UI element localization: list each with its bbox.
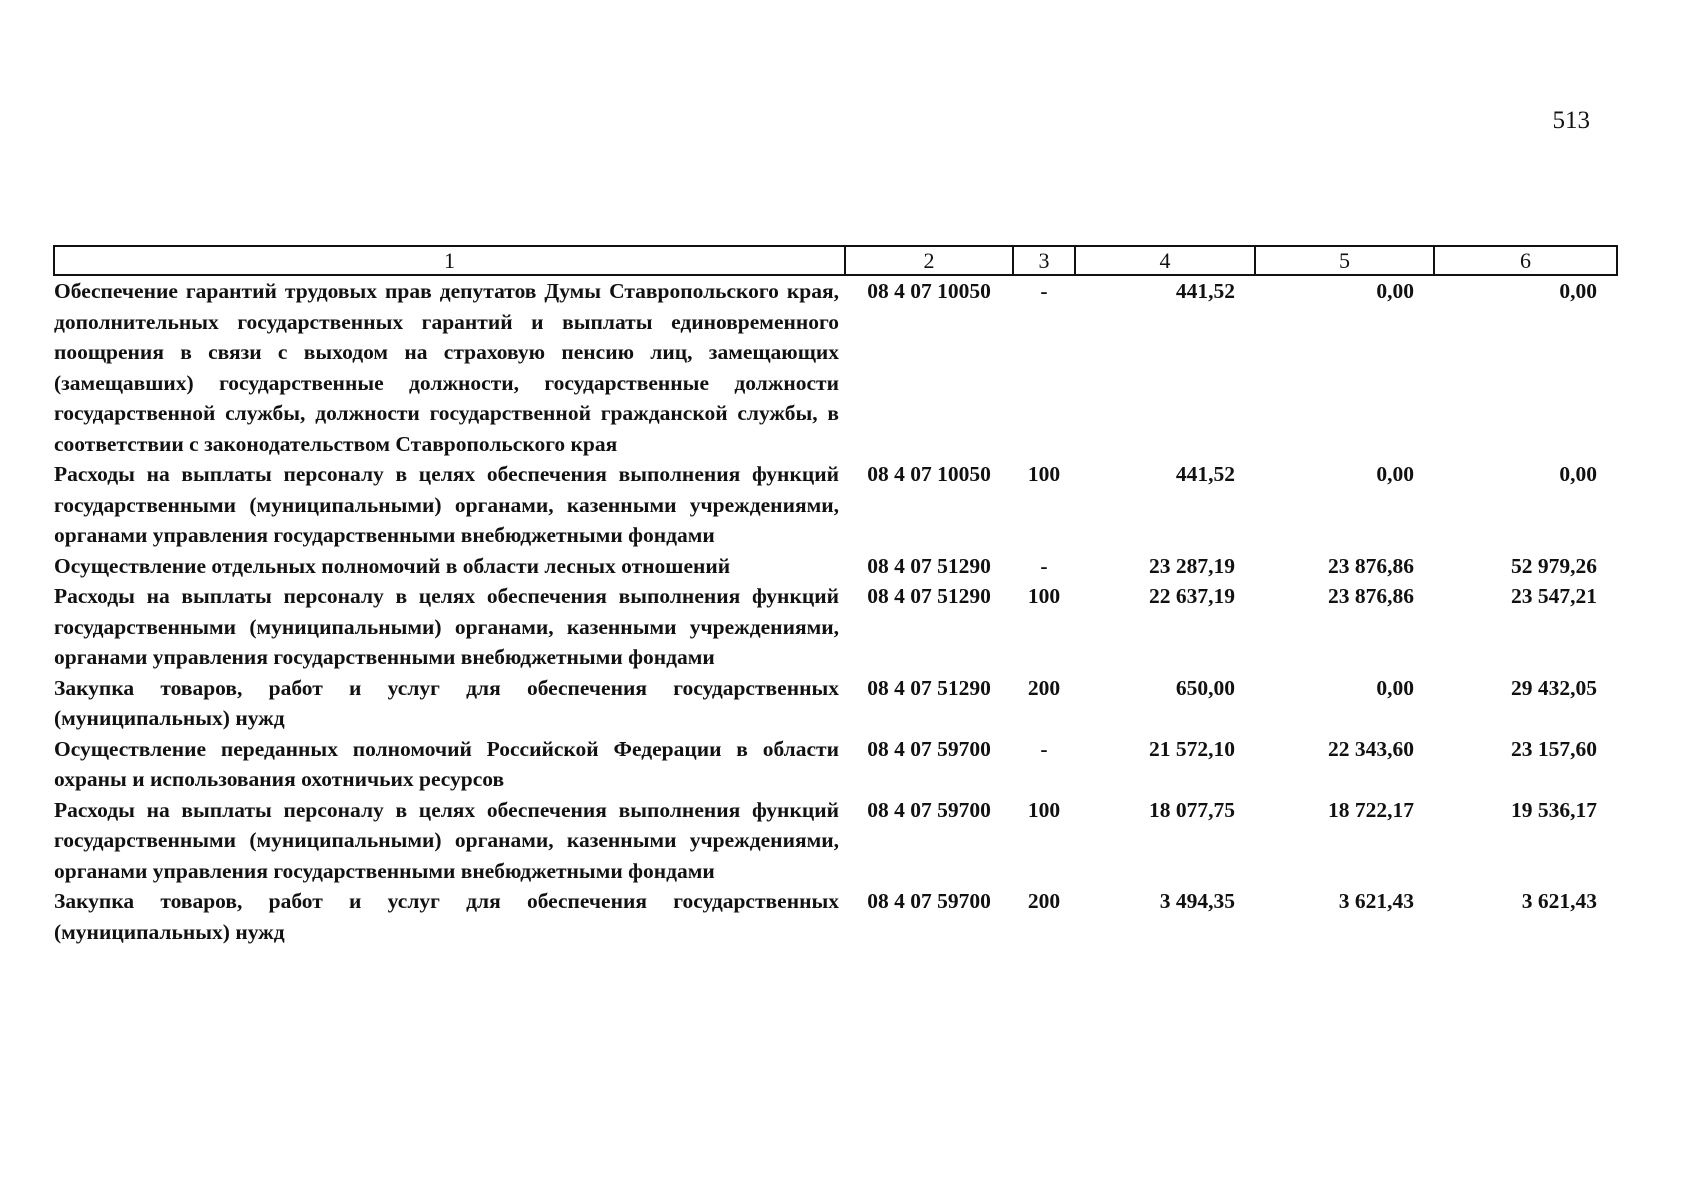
row-value-6: 0,00: [1559, 462, 1597, 486]
row-name: Расходы на выплаты персоналу в целях обеспечения выполнения функций государственными (муниципальными) органами, казенными учреждениями, органами управления государственными внебюджетными фондами: [54, 462, 839, 547]
column-header-3: 3: [1013, 246, 1075, 275]
row-value-4: 18 077,75: [1149, 797, 1235, 822]
row-value-6: 0,00: [1559, 279, 1597, 303]
row-code: 08 4 07 59700: [867, 736, 991, 761]
row-name: Закупка товаров, работ и услуг для обеспечения государственных (муниципальных) нужд: [54, 889, 839, 944]
row-name: Расходы на выплаты персоналу в целях обеспечения выполнения функций государственными (муниципальными) органами, казенными учреждениями, органами управления государственными внебюджетными фондами: [54, 584, 839, 669]
row-expense-type: -: [1040, 736, 1048, 761]
row-value-5: 0,00: [1376, 462, 1414, 486]
row-code: 08 4 07 59700: [867, 797, 991, 822]
column-header-2: 2: [845, 246, 1013, 275]
table-row: [54, 673, 1617, 734]
row-expense-type: 200: [1027, 675, 1061, 700]
row-value-4: 650,00: [1175, 675, 1235, 700]
table-row: [54, 459, 1617, 551]
table-header: [54, 246, 1617, 275]
row-value-4: 441,52: [1175, 279, 1235, 303]
row-name: Расходы на выплаты персоналу в целях обеспечения выполнения функций государственными (муниципальными) органами, казенными учреждениями, органами управления государственными внебюджетными фондами: [54, 797, 839, 883]
row-code: 08 4 07 51290: [867, 675, 991, 700]
row-value-6: 52 979,26: [1511, 553, 1597, 578]
column-header-4: 4: [1075, 246, 1255, 275]
row-code: 08 4 07 10050: [867, 462, 991, 486]
row-value-6: 19 536,17: [1511, 797, 1597, 822]
row-value-5: 0,00: [1376, 675, 1414, 700]
row-value-5: 23 876,86: [1328, 553, 1414, 578]
table-row: [54, 795, 1617, 887]
row-name: Осуществление переданных полномочий Российской Федерации в области охраны и использования охотничьих ресурсов: [54, 736, 839, 791]
row-name: Осуществление отдельных полномочий в области лесных отношений: [54, 553, 731, 578]
budget-table: [53, 245, 1618, 947]
row-value-5: 18 722,17: [1328, 797, 1414, 822]
column-header-6: 6: [1434, 246, 1617, 275]
table-row: [54, 275, 1617, 459]
row-expense-type: -: [1040, 279, 1048, 303]
table-row: [54, 551, 1617, 582]
table-row: [54, 581, 1617, 673]
row-name: Обеспечение гарантий трудовых прав депутатов Думы Ставропольского края, дополнительных государственных гарантий и выплаты единовременного поощрения в связи с выходом на страховую пенсию лиц, замещающих (замещавших) государственные должности, государственные должности государственной службы, должности государственной гражданской службы, в соответствии с законодательством Ставропольского края: [54, 279, 839, 456]
row-value-4: 441,52: [1175, 462, 1235, 486]
row-value-5: 3 621,43: [1338, 889, 1414, 913]
table-body: [54, 275, 1617, 947]
row-value-4: 21 572,10: [1149, 736, 1235, 761]
table-row: [54, 886, 1617, 947]
row-expense-type: 100: [1027, 462, 1061, 486]
row-code: 08 4 07 59700: [867, 889, 991, 913]
row-value-6: 23 157,60: [1511, 736, 1597, 761]
row-expense-type: 200: [1027, 889, 1061, 913]
row-value-4: 23 287,19: [1149, 553, 1235, 578]
row-value-6: 3 621,43: [1521, 889, 1597, 913]
header-row: [54, 246, 1617, 275]
row-expense-type: 100: [1027, 584, 1061, 608]
row-value-5: 23 876,86: [1328, 584, 1414, 608]
row-value-6: 29 432,05: [1511, 675, 1597, 700]
row-value-6: 23 547,21: [1511, 584, 1597, 608]
row-value-5: 0,00: [1376, 279, 1414, 303]
row-value-4: 22 637,19: [1149, 584, 1235, 608]
row-value-4: 3 494,35: [1159, 889, 1235, 913]
row-code: 08 4 07 10050: [867, 279, 991, 303]
row-expense-type: -: [1040, 553, 1048, 578]
column-header-5: 5: [1255, 246, 1434, 275]
row-code: 08 4 07 51290: [867, 553, 991, 578]
row-expense-type: 100: [1027, 797, 1061, 822]
row-name: Закупка товаров, работ и услуг для обеспечения государственных (муниципальных) нужд: [54, 675, 839, 730]
column-header-1: 1: [54, 246, 845, 275]
table-row: [54, 734, 1617, 795]
row-code: 08 4 07 51290: [867, 584, 991, 608]
row-value-5: 22 343,60: [1328, 736, 1414, 761]
page-number: 513: [1552, 107, 1590, 134]
